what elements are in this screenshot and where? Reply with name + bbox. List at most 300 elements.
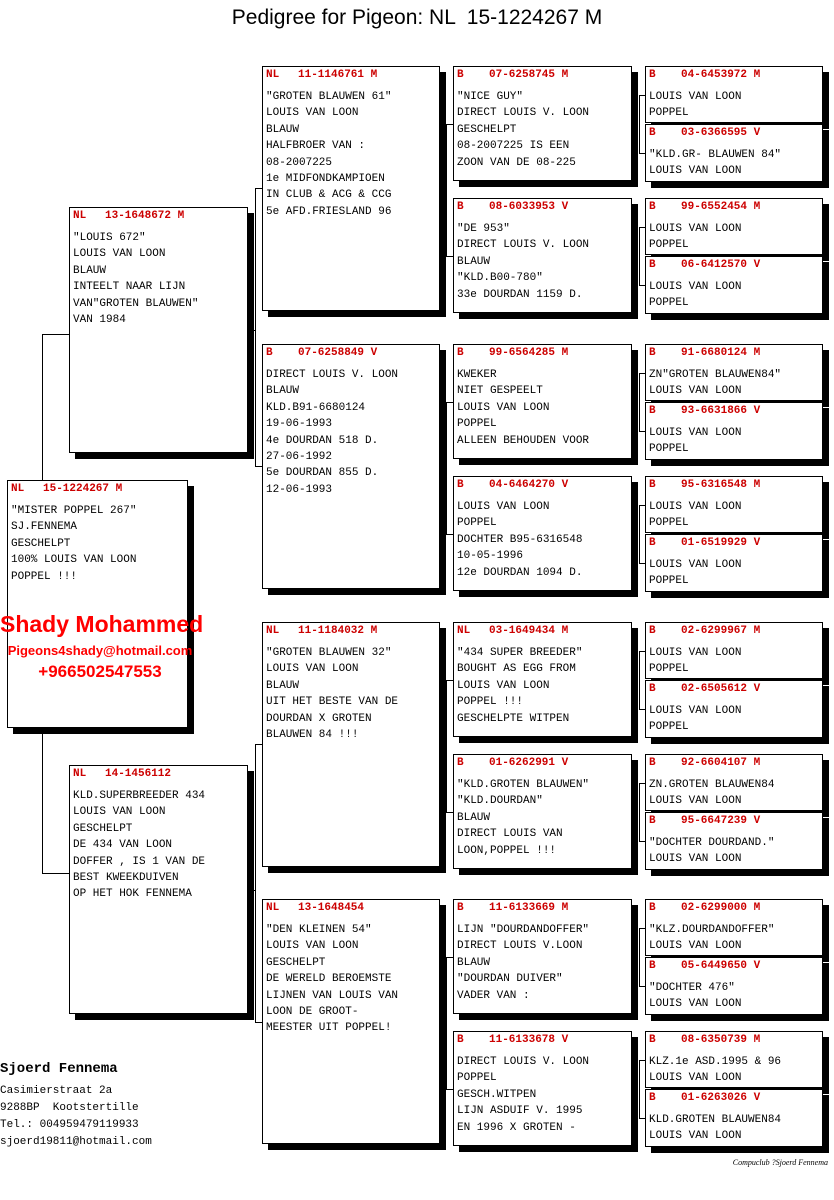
ring-number: 14-1456112 bbox=[105, 768, 172, 780]
detail-line: DOURDAN X GROTEN bbox=[266, 712, 372, 725]
detail-line: DIRECT LOUIS V. LOON bbox=[457, 1056, 590, 1068]
detail-line: GESCHELPT bbox=[11, 537, 71, 550]
detail-line: ALLEEN BEHOUDEN VOOR bbox=[457, 434, 590, 447]
country-code: B bbox=[457, 757, 464, 769]
pigeon-details bbox=[70, 781, 247, 903]
detail-line: LIJN ASDUIF V. 1995 bbox=[457, 1105, 583, 1118]
detail-line: LOUIS VAN LOON bbox=[649, 998, 742, 1011]
detail-line: LOUIS VAN LOON bbox=[649, 427, 742, 439]
pigeon-details bbox=[646, 214, 822, 254]
ring-number: 08-6350739 M bbox=[681, 1034, 761, 1046]
connector-line bbox=[42, 873, 70, 874]
ring-number: 07-6258849 V bbox=[298, 347, 378, 359]
detail-line: ZOON VAN DE 08-225 bbox=[457, 156, 576, 169]
detail-line: VAN"GROTEN BLAUWEN" bbox=[73, 297, 199, 310]
country-code: B bbox=[649, 201, 656, 213]
detail-line: ZN"GROTEN BLAUWEN84" bbox=[649, 369, 782, 381]
pigeon-ring-header bbox=[263, 67, 439, 82]
detail-line: LIJN "DOURDANDOFFER" bbox=[457, 924, 590, 936]
detail-line: DIRECT LOUIS V.LOON bbox=[457, 940, 583, 953]
pigeon-details bbox=[263, 82, 439, 220]
detail-line: 4e DOURDAN 518 D. bbox=[266, 434, 379, 447]
ring-number: 99-6552454 M bbox=[681, 201, 761, 213]
pigeon-card-gggp-5[interactable] bbox=[645, 344, 823, 401]
detail-line: 100% LOUIS VAN LOON bbox=[11, 554, 137, 567]
detail-line: "NICE GUY" bbox=[457, 91, 524, 103]
pigeon-details bbox=[8, 496, 187, 585]
detail-line: POPPEL bbox=[649, 575, 689, 588]
watermark-name: Shady Mohammed bbox=[0, 611, 204, 637]
detail-line: "DE 953" bbox=[457, 223, 510, 235]
pigeon-card-sire-sire[interactable] bbox=[262, 66, 440, 311]
detail-line: ZN.GROTEN BLAUWEN84 bbox=[649, 779, 775, 791]
owner-email: sjoerd19811@hotmail.com bbox=[0, 1136, 152, 1148]
pigeon-card-ggp-3[interactable] bbox=[453, 344, 632, 459]
detail-line: KLD.GROTEN BLAUWEN84 bbox=[649, 1114, 782, 1126]
pigeon-card-gggp-8[interactable] bbox=[645, 534, 823, 592]
detail-line: VADER VAN : bbox=[457, 989, 530, 1002]
pigeon-card-ggp-4[interactable] bbox=[453, 476, 632, 591]
detail-line: LOUIS VAN LOON bbox=[649, 223, 742, 235]
pigeon-ring-header bbox=[646, 958, 822, 973]
detail-line: LOUIS VAN LOON bbox=[266, 107, 359, 120]
country-code: B bbox=[457, 201, 464, 213]
detail-line: UIT HET BESTE VAN DE bbox=[266, 696, 399, 709]
pigeon-card-gggp-7[interactable] bbox=[645, 476, 823, 533]
pigeon-ring-header bbox=[263, 623, 439, 638]
owner-phone: Tel.: 004959479119933 bbox=[0, 1119, 139, 1131]
detail-line: "KLD.GR- BLAUWEN 84" bbox=[649, 149, 782, 161]
pigeon-details bbox=[454, 1047, 631, 1136]
pigeon-details bbox=[646, 1047, 822, 1087]
pigeon-details bbox=[454, 214, 631, 303]
detail-line: GESCH.WITPEN bbox=[457, 1088, 537, 1101]
pigeon-ring-header bbox=[263, 900, 439, 915]
pigeon-card-gggp-1[interactable] bbox=[645, 66, 823, 123]
connector-line bbox=[639, 95, 640, 153]
ring-number: 13-1648454 bbox=[298, 902, 365, 914]
detail-line: LOUIS VAN LOON bbox=[649, 705, 742, 717]
detail-line: LOUIS VAN LOON bbox=[266, 663, 359, 676]
detail-line: SJ.FENNEMA bbox=[11, 521, 78, 534]
owner-name: Sjoerd Fennema bbox=[0, 1061, 118, 1077]
detail-line: LOUIS VAN LOON bbox=[457, 501, 550, 513]
pigeon-ring-header bbox=[454, 477, 631, 492]
connector-line bbox=[639, 1060, 640, 1118]
detail-line: POPPEL bbox=[649, 239, 689, 252]
pigeon-card-gggp-14[interactable] bbox=[645, 957, 823, 1015]
detail-line: "DEN KLEINEN 54" bbox=[266, 924, 372, 936]
pigeon-card-gggp-4[interactable] bbox=[645, 256, 823, 314]
pigeon-card-dam-sire[interactable] bbox=[262, 622, 440, 867]
connector-line bbox=[639, 783, 640, 841]
ring-number: 01-6263026 V bbox=[681, 1092, 761, 1104]
country-code: B bbox=[457, 479, 464, 491]
detail-line: "KLD.B00-780" bbox=[457, 272, 543, 285]
pigeon-card-gggp-15[interactable] bbox=[645, 1031, 823, 1088]
pigeon-details bbox=[454, 492, 631, 581]
pigeon-card-subject[interactable] bbox=[7, 480, 188, 728]
connector-line bbox=[255, 188, 256, 466]
detail-line: "LOUIS 672" bbox=[73, 232, 146, 244]
detail-line: POPPEL bbox=[457, 1072, 497, 1085]
pigeon-card-gggp-3[interactable] bbox=[645, 198, 823, 255]
detail-line: POPPEL bbox=[649, 107, 689, 120]
pigeon-card-dam-dam[interactable] bbox=[262, 899, 440, 1144]
pigeon-card-gggp-10[interactable] bbox=[645, 680, 823, 738]
ring-number: 92-6604107 M bbox=[681, 757, 761, 769]
pigeon-card-gggp-12[interactable] bbox=[645, 812, 823, 870]
pigeon-card-dam[interactable] bbox=[69, 765, 248, 1014]
detail-line: 19-06-1993 bbox=[266, 418, 333, 431]
pigeon-details bbox=[646, 82, 822, 122]
country-code: B bbox=[266, 347, 273, 359]
detail-line: BLAUW bbox=[73, 264, 107, 277]
pigeon-card-ggp-8[interactable] bbox=[453, 1031, 632, 1146]
detail-line: POPPEL bbox=[649, 443, 689, 456]
pigeon-details bbox=[454, 770, 631, 859]
detail-line: LOUIS VAN LOON bbox=[649, 91, 742, 103]
pigeon-card-gggp-13[interactable] bbox=[645, 899, 823, 956]
pigeon-card-gggp-11[interactable] bbox=[645, 754, 823, 811]
country-code: B bbox=[649, 960, 656, 972]
pigeon-ring-header bbox=[70, 208, 247, 223]
pigeon-card-sire-dam[interactable] bbox=[262, 344, 440, 589]
pigeon-details bbox=[263, 638, 439, 743]
ring-number: 11-6133678 V bbox=[489, 1034, 569, 1046]
pigeon-ring-header bbox=[646, 900, 822, 915]
ring-number: 99-6564285 M bbox=[489, 347, 569, 359]
detail-line: LOUIS VAN LOON bbox=[649, 647, 742, 659]
detail-line: BLAUW bbox=[457, 956, 491, 969]
detail-line: "KLZ.DOURDANDOFFER" bbox=[649, 924, 775, 936]
country-code: B bbox=[649, 479, 656, 491]
connector-line bbox=[248, 890, 256, 891]
detail-line: BLAUW bbox=[266, 679, 300, 692]
pigeon-ring-header bbox=[263, 345, 439, 360]
pigeon-ring-header bbox=[646, 813, 822, 828]
pigeon-details bbox=[646, 770, 822, 810]
detail-line: POPPEL bbox=[649, 297, 689, 310]
detail-line: LOUIS VAN LOON bbox=[73, 806, 166, 819]
pigeon-ring-header bbox=[454, 1032, 631, 1047]
pigeon-details bbox=[646, 638, 822, 678]
ring-number: 06-6412570 V bbox=[681, 259, 761, 271]
pigeon-card-ggp-7[interactable] bbox=[453, 899, 632, 1014]
detail-line: GESCHELPT bbox=[457, 123, 517, 136]
pigeon-card-gggp-16[interactable] bbox=[645, 1089, 823, 1147]
ring-number: 07-6258745 M bbox=[489, 69, 569, 81]
detail-line: LOUIS VAN LOON bbox=[73, 248, 166, 261]
pigeon-ring-header bbox=[454, 67, 631, 82]
detail-line: "DOCHTER 476" bbox=[649, 982, 735, 994]
country-code: NL bbox=[266, 69, 280, 81]
ring-number: 01-6262991 V bbox=[489, 757, 569, 769]
country-code: NL bbox=[457, 625, 471, 637]
country-code: NL bbox=[73, 768, 87, 780]
pigeon-details bbox=[454, 915, 631, 1004]
country-code: B bbox=[649, 259, 656, 271]
pigeon-ring-header bbox=[646, 1032, 822, 1047]
ring-number: 13-1648672 M bbox=[105, 210, 185, 222]
detail-line: GESCHELPTE WITPEN bbox=[457, 712, 570, 725]
detail-line: DIRECT LOUIS V. LOON bbox=[457, 239, 590, 252]
detail-line: LOUIS VAN LOON bbox=[649, 281, 742, 293]
detail-line: "GROTEN BLAUWEN 61" bbox=[266, 91, 392, 103]
connector-line bbox=[255, 744, 256, 1022]
pigeon-card-gggp-2[interactable] bbox=[645, 124, 823, 182]
country-code: B bbox=[649, 405, 656, 417]
country-code: B bbox=[457, 902, 464, 914]
page-title: Pedigree for Pigeon: NL 15-1224267 M bbox=[231, 6, 603, 29]
owner-city: 9288BP Kootstertille bbox=[0, 1102, 139, 1114]
ring-number: 08-6033953 V bbox=[489, 201, 569, 213]
ring-number: 02-6299000 M bbox=[681, 902, 761, 914]
detail-line: BLAUW bbox=[266, 123, 300, 136]
detail-line: DOFFER , IS 1 VAN DE bbox=[73, 855, 206, 868]
ring-number: 04-6464270 V bbox=[489, 479, 569, 491]
detail-line: POPPEL bbox=[649, 517, 689, 530]
ring-number: 95-6647239 V bbox=[681, 815, 761, 827]
pigeon-card-gggp-9[interactable] bbox=[645, 622, 823, 679]
detail-line: POPPEL bbox=[649, 721, 689, 734]
pigeon-ring-header bbox=[454, 345, 631, 360]
pigeon-ring-header bbox=[646, 1090, 822, 1105]
pigeon-ring-header bbox=[454, 755, 631, 770]
pigeon-details bbox=[646, 492, 822, 532]
detail-line: BEST KWEEKDUIVEN bbox=[73, 872, 179, 885]
detail-line: POPPEL !!! bbox=[11, 570, 78, 583]
ring-number: 03-6366595 V bbox=[681, 127, 761, 139]
detail-line: "434 SUPER BREEDER" bbox=[457, 647, 583, 659]
detail-line: "MISTER POPPEL 267" bbox=[11, 505, 137, 517]
ring-number: 15-1224267 M bbox=[43, 483, 123, 495]
detail-line: LIJNEN VAN LOUIS VAN bbox=[266, 989, 399, 1002]
ring-number: 04-6453972 M bbox=[681, 69, 761, 81]
connector-line bbox=[446, 402, 447, 534]
detail-line: "KLD.DOURDAN" bbox=[457, 795, 543, 808]
connector-line bbox=[446, 680, 447, 812]
detail-line: 1e MIDFONDKAMPIOEN bbox=[266, 173, 385, 186]
watermark-phone: +966502547553 bbox=[38, 662, 162, 681]
ring-number: 01-6519929 V bbox=[681, 537, 761, 549]
country-code: B bbox=[649, 69, 656, 81]
pigeon-details bbox=[263, 360, 439, 498]
detail-line: DE 434 VAN LOON bbox=[73, 839, 173, 852]
pigeon-details bbox=[646, 272, 822, 312]
ring-number: 02-6299967 M bbox=[681, 625, 761, 637]
detail-line: "DOURDAN DUIVER" bbox=[457, 973, 563, 986]
detail-line: LOUIS VAN LOON bbox=[649, 1072, 742, 1085]
country-code: B bbox=[457, 69, 464, 81]
detail-line: LOUIS VAN LOON bbox=[649, 1130, 742, 1143]
country-code: B bbox=[649, 902, 656, 914]
detail-line: LOUIS VAN LOON bbox=[649, 853, 742, 866]
detail-line: OP HET HOK FENNEMA bbox=[73, 888, 192, 901]
watermark-email: Pigeons4shady@hotmail.com bbox=[7, 643, 193, 658]
country-code: B bbox=[457, 347, 464, 359]
ring-number: 11-1184032 M bbox=[298, 625, 378, 637]
detail-line: HALFBROER VAN : bbox=[266, 140, 366, 153]
detail-line: DE WERELD BEROEMSTE bbox=[266, 973, 392, 986]
detail-line: 08-2007225 bbox=[266, 156, 333, 169]
connector-line bbox=[446, 124, 447, 256]
detail-line: POPPEL bbox=[649, 663, 689, 676]
detail-line: LOUIS VAN LOON bbox=[649, 385, 742, 398]
connector-line bbox=[446, 957, 447, 1089]
pigeon-ring-header bbox=[646, 623, 822, 638]
detail-line: LOON DE GROOT- bbox=[266, 1006, 359, 1019]
detail-line: "DOCHTER DOURDAND." bbox=[649, 837, 775, 849]
pigeon-details bbox=[70, 223, 247, 328]
pigeon-details bbox=[646, 915, 822, 955]
detail-line: NIET GESPEELT bbox=[457, 385, 543, 398]
connector-line bbox=[639, 373, 640, 431]
detail-line: LOUIS VAN LOON bbox=[457, 401, 550, 414]
detail-line: POPPEL bbox=[457, 517, 497, 530]
pigeon-details bbox=[646, 418, 822, 458]
pigeon-details bbox=[646, 973, 822, 1013]
country-code: B bbox=[649, 625, 656, 637]
country-code: B bbox=[649, 1034, 656, 1046]
detail-line: POPPEL bbox=[457, 418, 497, 431]
detail-line: 33e DOURDAN 1159 D. bbox=[457, 288, 583, 301]
detail-line: "GROTEN BLAUWEN 32" bbox=[266, 647, 392, 659]
detail-line: 08-2007225 IS EEN bbox=[457, 140, 570, 153]
pigeon-card-ggp-2[interactable] bbox=[453, 198, 632, 313]
detail-line: LOUIS VAN LOON bbox=[649, 165, 742, 178]
pigeon-ring-header bbox=[70, 766, 247, 781]
ring-number: 03-1649434 M bbox=[489, 625, 569, 637]
pigeon-ring-header bbox=[646, 67, 822, 82]
ring-number: 11-1146761 M bbox=[298, 69, 378, 81]
detail-line: MEESTER UIT POPPEL! bbox=[266, 1022, 392, 1035]
detail-line: 5e DOURDAN 855 D. bbox=[266, 467, 379, 480]
pigeon-ring-header bbox=[454, 900, 631, 915]
detail-line: 12-06-1993 bbox=[266, 483, 333, 496]
pigeon-ring-header bbox=[646, 681, 822, 696]
country-code: NL bbox=[11, 483, 25, 495]
detail-line: LOUIS VAN LOON bbox=[266, 940, 359, 953]
detail-line: KLD.B91-6680124 bbox=[266, 401, 366, 414]
detail-line: KLD.SUPERBREEDER 434 bbox=[73, 790, 206, 802]
connector-line bbox=[639, 505, 640, 563]
detail-line: LOUIS VAN LOON bbox=[649, 559, 742, 571]
ring-number: 93-6631866 V bbox=[681, 405, 761, 417]
country-code: B bbox=[649, 347, 656, 359]
pigeon-ring-header bbox=[8, 481, 187, 496]
pigeon-ring-header bbox=[646, 345, 822, 360]
detail-line: 12e DOURDAN 1094 D. bbox=[457, 566, 583, 579]
country-code: NL bbox=[73, 210, 87, 222]
detail-line: GESCHELPT bbox=[266, 956, 326, 969]
detail-line: 10-05-1996 bbox=[457, 550, 524, 563]
pigeon-details bbox=[646, 1105, 822, 1145]
detail-line: KLZ.1e ASD.1995 & 96 bbox=[649, 1056, 782, 1068]
connector-line bbox=[42, 334, 70, 335]
pigeon-details bbox=[646, 696, 822, 736]
connector-line bbox=[42, 334, 43, 480]
pigeon-ring-header bbox=[454, 199, 631, 214]
pigeon-details bbox=[454, 82, 631, 171]
pigeon-ring-header bbox=[646, 477, 822, 492]
detail-line: "KLD.GROTEN BLAUWEN" bbox=[457, 779, 590, 791]
country-code: B bbox=[649, 757, 656, 769]
detail-line: LOUIS VAN LOON bbox=[649, 795, 742, 808]
pigeon-ring-header bbox=[454, 623, 631, 638]
detail-line: BLAUW bbox=[457, 811, 491, 824]
connector-line bbox=[639, 651, 640, 709]
pigeon-card-sire[interactable] bbox=[69, 207, 248, 453]
pigeon-card-ggp-6[interactable] bbox=[453, 754, 632, 869]
detail-line: EN 1996 X GROTEN - bbox=[457, 1121, 576, 1134]
owner-address: Casimierstraat 2a bbox=[0, 1085, 113, 1097]
detail-line: VAN 1984 bbox=[73, 314, 126, 327]
detail-line: LOUIS VAN LOON bbox=[649, 940, 742, 953]
connector-line bbox=[42, 728, 43, 874]
footer-credit: Compuclub ?Sjoerd Fennema bbox=[732, 1158, 828, 1167]
detail-line: DIRECT LOUIS V. LOON bbox=[457, 107, 590, 120]
detail-line: LOUIS VAN LOON bbox=[649, 501, 742, 513]
detail-line: BOUGHT AS EGG FROM bbox=[457, 663, 576, 676]
pigeon-details bbox=[454, 638, 631, 727]
country-code: B bbox=[649, 1092, 656, 1104]
pigeon-details bbox=[646, 140, 822, 180]
ring-number: 91-6680124 M bbox=[681, 347, 761, 359]
connector-line bbox=[248, 330, 256, 331]
detail-line: BLAUW bbox=[266, 385, 300, 398]
pigeon-ring-header bbox=[646, 199, 822, 214]
pigeon-details bbox=[646, 360, 822, 400]
connector-line bbox=[639, 227, 640, 285]
detail-line: KWEKER bbox=[457, 369, 497, 381]
detail-line: INTEELT NAAR LIJN bbox=[73, 281, 186, 294]
pigeon-card-ggp-5[interactable] bbox=[453, 622, 632, 737]
pigeon-ring-header bbox=[646, 125, 822, 140]
country-code: B bbox=[649, 815, 656, 827]
ring-number: 05-6449650 V bbox=[681, 960, 761, 972]
country-code: NL bbox=[266, 625, 280, 637]
detail-line: BLAUWEN 84 !!! bbox=[266, 729, 359, 742]
ring-number: 11-6133669 M bbox=[489, 902, 569, 914]
pigeon-ring-header bbox=[646, 755, 822, 770]
detail-line: LOUIS VAN LOON bbox=[457, 679, 550, 692]
pigeon-details bbox=[454, 360, 631, 449]
pigeon-ring-header bbox=[646, 257, 822, 272]
detail-line: 5e AFD.FRIESLAND 96 bbox=[266, 205, 392, 218]
detail-line: 27-06-1992 bbox=[266, 451, 333, 464]
detail-line: DIRECT LOUIS V. LOON bbox=[266, 369, 399, 381]
detail-line: POPPEL !!! bbox=[457, 696, 524, 709]
country-code: B bbox=[649, 127, 656, 139]
pigeon-details bbox=[646, 828, 822, 868]
detail-line: LOON,POPPEL !!! bbox=[457, 844, 557, 857]
pigeon-card-ggp-1[interactable] bbox=[453, 66, 632, 181]
connector-line bbox=[639, 928, 640, 986]
ring-number: 95-6316548 M bbox=[681, 479, 761, 491]
detail-line: IN CLUB & ACG & CCG bbox=[266, 189, 392, 202]
detail-line: DOCHTER B95-6316548 bbox=[457, 533, 583, 546]
detail-line: GESCHELPT bbox=[73, 822, 133, 835]
pigeon-details bbox=[263, 915, 439, 1037]
country-code: NL bbox=[266, 902, 280, 914]
ring-number: 02-6505612 V bbox=[681, 683, 761, 695]
pigeon-card-gggp-6[interactable] bbox=[645, 402, 823, 460]
country-code: B bbox=[649, 537, 656, 549]
pigeon-ring-header bbox=[646, 403, 822, 418]
pigeon-ring-header bbox=[646, 535, 822, 550]
country-code: B bbox=[649, 683, 656, 695]
